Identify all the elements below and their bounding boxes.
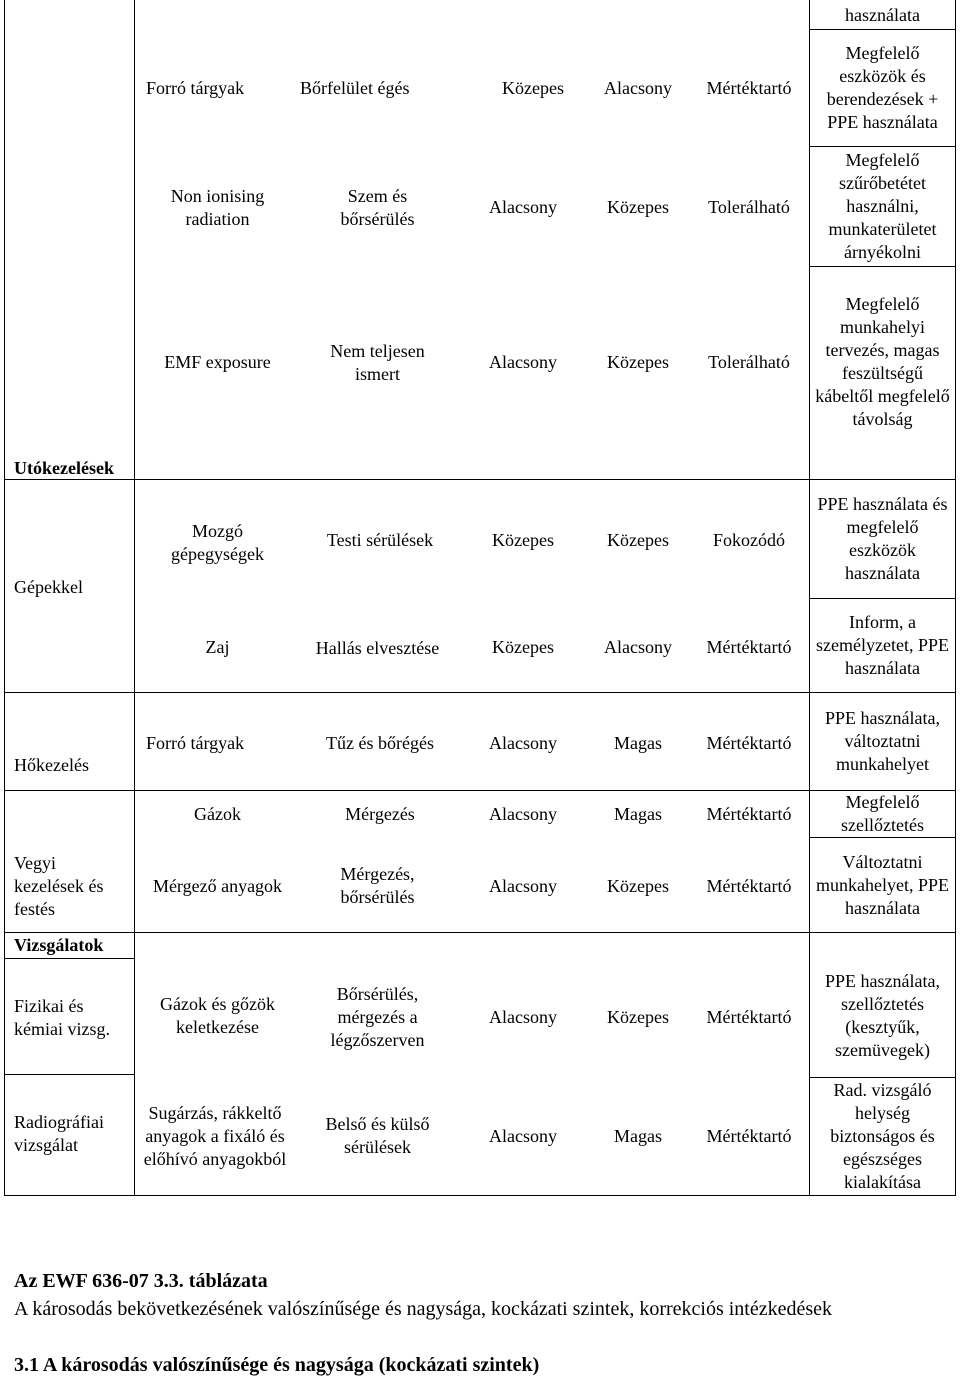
probability-cell: Alacsony [489,803,557,824]
section-heading: 3.1 A károsodás valószínűsége és nagysága (kockázati szintek) [14,1354,540,1376]
consequence-cell: Testi sérülések [326,529,434,550]
measure-cell: Megfelelő szellőztetés [841,792,924,835]
hazard-cell: Forró tárgyak [146,77,245,98]
row-line-9 [4,958,135,959]
hazard-cell: Non ionising radiation [170,185,265,229]
category-cell: Radiográfiai vizsgálat [14,1112,104,1155]
consequence-cell: Nem teljesen ismert [330,340,425,384]
probability-cell: Közepes [502,77,564,98]
section-vizsgalatok: Vizsgálatok [14,935,104,955]
severity-cell: Magas [614,1125,662,1146]
hazard-cell: Gázok [194,803,241,824]
measure-cell: Inform, a személyzetet, PPE használata [816,612,949,678]
table-caption-title: Az EWF 636-07 3.3. táblázata [14,1270,268,1292]
consequence-cell: Mérgezés [345,803,415,824]
probability-cell: Alacsony [489,875,557,896]
severity-cell: Közepes [607,875,669,896]
hazard-cell: Mozgó gépegységek [171,520,264,564]
row-line-5 [4,692,956,693]
severity-cell: Magas [614,732,662,753]
measure-cell: Megfelelő eszközök és berendezések + PPE használata [826,43,939,132]
risk-cell: Tolerálható [708,352,790,372]
probability-cell: Alacsony [489,352,557,372]
measure-cell: PPE használata és megfelelő eszközök használata [817,494,948,583]
probability-cell: Közepes [492,529,554,550]
measure-cell: Rad. vizsgáló helység biztonságos és egészséges kialakítása [830,1080,935,1192]
table-caption-description: A károsodás bekövetkezésének valószínűsége és nagysága, kockázati szintek, korrekciós intézkedések [14,1298,833,1320]
hazard-cell: Sugárzás, rákkeltő anyagok a fixáló és előhívó anyagokból [143,1103,287,1169]
hazard-cell: Gázok és gőzök keletkezése [160,994,275,1037]
row-line-6 [4,790,956,791]
severity-cell: Közepes [607,1006,669,1027]
measure-cell: Változtatni munkahelyet, PPE használata [816,851,949,918]
probability-cell: Alacsony [489,1006,557,1027]
row-line-11 [4,1074,135,1075]
risk-cell: Mértéktartó [706,732,792,753]
risk-cell: Fokozódó [713,529,785,550]
severity-cell: Alacsony [604,77,672,98]
probability-cell: Alacsony [489,1125,557,1146]
probability-cell: Közepes [492,636,554,657]
risk-cell: Mértéktartó [706,1125,792,1146]
category-cell: Hőkezelés [14,754,89,775]
measure-cell: PPE használata, szellőztetés (kesztyűk, szemüvegek) [825,971,940,1060]
consequence-cell: Bőrsérülés, mérgezés a légzőszerven [330,984,425,1050]
consequence-cell: Szem és bőrsérülés [340,185,415,229]
measure-cell: Megfelelő munkahelyi tervezés, magas feszültségű kábeltől megfelelő távolság [815,293,950,429]
section-utokezelesek: Utókezelések [14,457,114,478]
risk-cell: Mértéktartó [706,1006,792,1027]
consequence-cell: Tűz és bőrégés [326,732,434,753]
probability-cell: Alacsony [489,197,557,217]
risk-cell: Tolerálható [708,197,790,217]
severity-cell: Közepes [607,529,669,550]
severity-cell: Közepes [607,197,669,217]
severity-cell: Alacsony [604,636,672,657]
measure-cell: PPE használata, változtatni munkahelyet [825,708,940,774]
row-line-8 [4,932,956,933]
risk-cell: Mértéktartó [706,636,792,657]
risk-cell: Mértéktartó [706,875,792,896]
measure-cell: Megfelelő szűrőbetétet használni, munkaterületet árnyékolni [828,150,937,262]
risk-cell: Mértéktartó [706,77,792,98]
risk-cell: Mértéktartó [706,803,792,824]
consequence-cell: Hallás elvesztése [315,637,440,658]
hazard-cell: Forró tárgyak [146,732,245,753]
severity-cell: Közepes [607,352,669,372]
table-border-bottom [4,1195,956,1196]
severity-cell: Magas [614,803,662,824]
hazard-cell: Mérgező anyagok [152,875,283,896]
hazard-cell: EMF exposure [164,352,271,372]
category-cell: Fizikai és kémiai vizsg. [14,995,110,1039]
category-cell: Vegyi kezelések és festés [14,852,104,919]
category-cell: Gépekkel [14,576,83,597]
consequence-cell: Belső és külső sérülések [325,1114,430,1157]
probability-cell: Alacsony [489,732,557,753]
measure-fragment-top: használata [845,5,920,25]
consequence-cell: Mérgezés, bőrsérülés [340,864,415,907]
consequence-cell: Bőrfelület égés [300,77,410,98]
row-line-3 [4,479,956,480]
hazard-cell: Zaj [205,636,230,657]
